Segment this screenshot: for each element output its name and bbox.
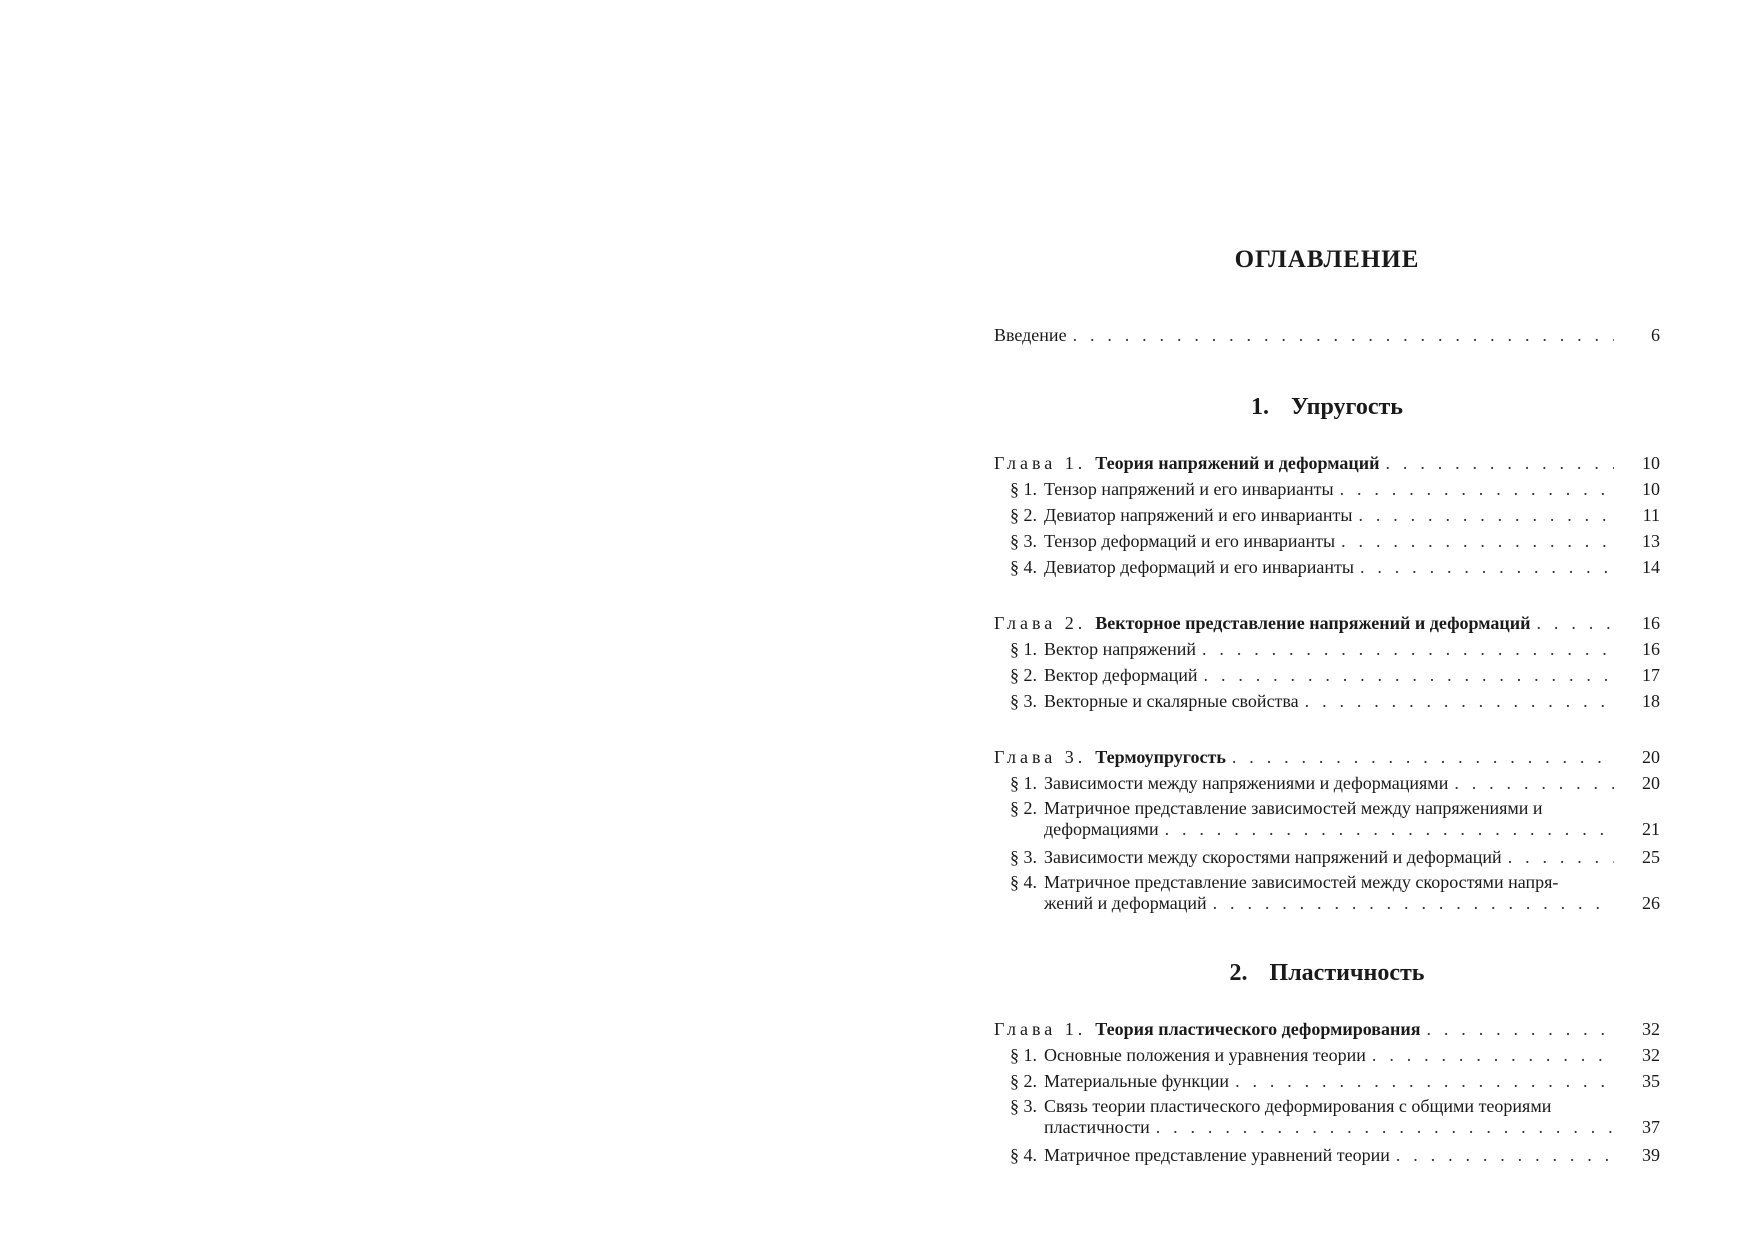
dot-leader <box>1340 476 1614 502</box>
section-title-line1: Матричное представление зависимостей между напряжениями и <box>1044 798 1543 818</box>
toc-section[interactable] <box>994 636 1660 662</box>
section-title: Зависимости между напряжениями и деформациями <box>1044 773 1449 793</box>
page-number: 26 <box>1642 893 1660 913</box>
chapter-prefix: Глава 1. <box>994 453 1087 473</box>
section-title: Вектор напряжений <box>1044 639 1197 659</box>
page-number: 18 <box>1642 691 1660 711</box>
toc-title: ОГЛАВЛЕНИЕ <box>1234 246 1420 273</box>
section-title: Матричное представление уравнений теории <box>1044 1145 1390 1165</box>
toc-section[interactable] <box>994 844 1660 870</box>
dot-leader <box>1235 1068 1614 1094</box>
section-title: Материальные функции <box>1044 1071 1230 1091</box>
section-title-line1: Связь теории пластического деформирования с общими теориями <box>1044 1096 1552 1116</box>
chapter-name: Теория пластического деформирования <box>1095 1019 1421 1039</box>
section-title: Девиатор деформаций и его инварианты <box>1044 557 1354 577</box>
section-title: Тензор напряжений и его инварианты <box>1044 479 1334 499</box>
dot-leader <box>1427 1016 1615 1042</box>
dot-leader <box>1204 662 1614 688</box>
section-title-line2: пластичности <box>1044 1117 1150 1137</box>
chapter-prefix: Глава 2. <box>994 613 1087 633</box>
section-mark: § 2. <box>1010 505 1037 525</box>
dot-leader <box>1372 1042 1614 1068</box>
entry-label: Введение <box>994 325 1067 345</box>
section-title: Зависимости между скоростями напряжений и деформаций <box>1044 847 1502 867</box>
section-mark: § 1. <box>1010 479 1037 499</box>
section-mark: § 3. <box>1010 531 1037 551</box>
chapter-name: Теория напряжений и деформаций <box>1095 453 1380 473</box>
dot-leader <box>1165 819 1614 840</box>
section-title: Вектор деформаций <box>1044 665 1198 685</box>
dot-leader <box>1358 502 1614 528</box>
toc-section[interactable] <box>994 1042 1660 1068</box>
page-number: 25 <box>1642 847 1660 867</box>
toc-section[interactable] <box>994 554 1660 580</box>
section-mark: § 3. <box>1010 1096 1037 1116</box>
page-number: 16 <box>1642 639 1660 659</box>
chapter-prefix: Глава 3. <box>994 747 1087 767</box>
toc-section[interactable] <box>994 1068 1660 1094</box>
toc-chapter[interactable] <box>994 1016 1660 1042</box>
section-mark: § 1. <box>1010 639 1037 659</box>
page-number: 14 <box>1642 557 1660 577</box>
chapter-name: Термоупругость <box>1095 747 1226 767</box>
part-heading <box>994 960 1660 990</box>
page-number: 32 <box>1642 1045 1660 1065</box>
dot-leader <box>1202 636 1614 662</box>
section-mark: § 1. <box>1010 773 1037 793</box>
section-title-line1: Матричное представление зависимостей между скоростями напря- <box>1044 872 1559 892</box>
dot-leader <box>1396 1142 1614 1168</box>
part-heading <box>994 394 1660 424</box>
toc-section[interactable] <box>994 528 1660 554</box>
page-number: 17 <box>1642 665 1660 685</box>
part-number: 1. <box>1251 394 1270 420</box>
toc-chapter[interactable] <box>994 450 1660 476</box>
toc-section[interactable] <box>994 1142 1660 1168</box>
toc-chapter[interactable] <box>994 744 1660 770</box>
page-number: 21 <box>1642 819 1660 839</box>
section-title-line2: жений и деформаций <box>1044 893 1207 913</box>
part-name: Пластичность <box>1269 960 1425 986</box>
chapter-prefix: Глава 1. <box>994 1019 1087 1039</box>
page-number: 37 <box>1642 1117 1660 1137</box>
dot-leader <box>1232 744 1614 770</box>
page-number: 6 <box>1651 325 1660 345</box>
section-title: Векторные и скалярные свойства <box>1044 691 1299 711</box>
section-title: Основные положения и уравнения теории <box>1044 1045 1366 1065</box>
dot-leader <box>1386 450 1614 476</box>
dot-leader <box>1305 688 1614 714</box>
toc-section[interactable] <box>994 798 1660 840</box>
page-number: 20 <box>1642 773 1660 793</box>
page-number: 16 <box>1642 613 1660 633</box>
section-title: Девиатор напряжений и его инварианты <box>1044 505 1353 525</box>
section-mark: § 3. <box>1010 691 1037 711</box>
section-mark: § 4. <box>1010 557 1037 577</box>
dot-leader <box>1454 770 1614 796</box>
toc-page <box>994 236 1660 1168</box>
page-number: 10 <box>1642 479 1660 499</box>
toc-section[interactable] <box>994 688 1660 714</box>
toc-section[interactable] <box>994 502 1660 528</box>
toc-entry-intro[interactable] <box>994 322 1660 348</box>
page-number: 10 <box>1642 453 1660 473</box>
dot-leader <box>1213 893 1614 914</box>
dot-leader <box>1537 610 1614 636</box>
section-mark: § 2. <box>1010 798 1037 818</box>
dot-leader <box>1341 528 1614 554</box>
section-mark: § 2. <box>1010 665 1037 685</box>
section-mark: § 2. <box>1010 1071 1037 1091</box>
part-name: Упругость <box>1291 394 1403 420</box>
chapter-name: Векторное представление напряжений и деформаций <box>1095 613 1531 633</box>
toc-chapter[interactable] <box>994 610 1660 636</box>
page-number: 35 <box>1642 1071 1660 1091</box>
dot-leader <box>1508 844 1614 870</box>
page-number: 39 <box>1642 1145 1660 1165</box>
dot-leader <box>1073 322 1614 348</box>
toc-section[interactable] <box>994 770 1660 796</box>
section-mark: § 3. <box>1010 847 1037 867</box>
page-number: 20 <box>1642 747 1660 767</box>
toc-section[interactable] <box>994 1096 1660 1138</box>
toc-section[interactable] <box>994 872 1660 914</box>
section-title: Тензор деформаций и его инварианты <box>1044 531 1336 551</box>
part-number: 2. <box>1229 960 1248 986</box>
section-mark: § 4. <box>1010 1145 1037 1165</box>
section-title-line2: деформациями <box>1044 819 1159 839</box>
dot-leader <box>1360 554 1614 580</box>
toc-section[interactable] <box>994 662 1660 688</box>
dot-leader <box>1156 1117 1614 1138</box>
section-mark: § 4. <box>1010 872 1037 892</box>
section-mark: § 1. <box>1010 1045 1037 1065</box>
page-number: 32 <box>1642 1019 1660 1039</box>
page-number: 13 <box>1642 531 1660 551</box>
toc-section[interactable] <box>994 476 1660 502</box>
page-number: 11 <box>1642 505 1660 525</box>
